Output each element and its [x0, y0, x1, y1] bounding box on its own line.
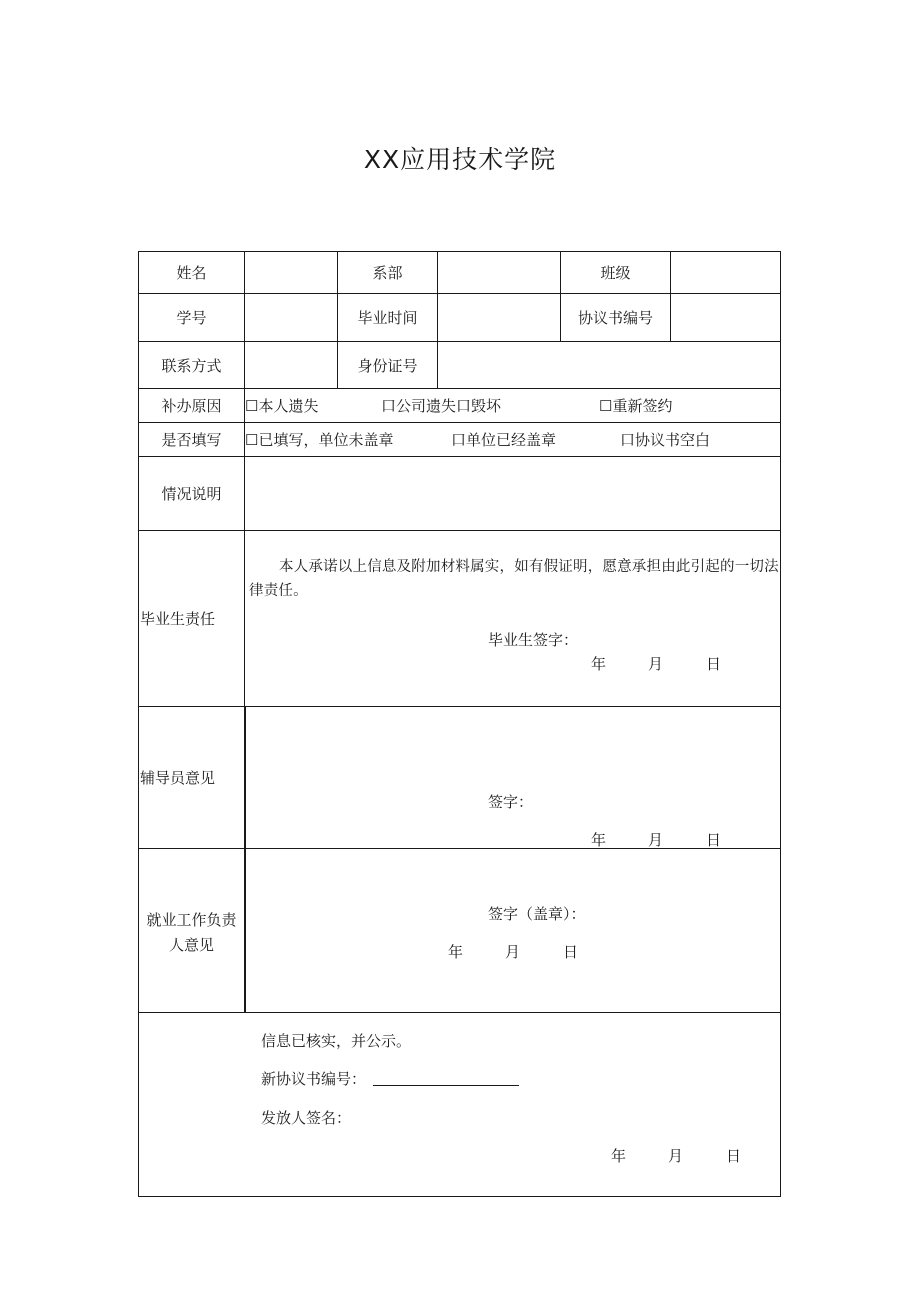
counselor-month: 月 [648, 831, 664, 849]
reissue-reason-label: 补办原因 [161, 397, 222, 415]
class-label: 班级 [600, 264, 631, 282]
employment-month: 月 [505, 943, 521, 961]
final-year: 年 [611, 1147, 627, 1165]
agreement-no-label: 协议书编号 [577, 309, 653, 327]
option-filled-no-stamp[interactable]: ☐已填写，单位未盖章 [245, 431, 394, 449]
department-field[interactable] [438, 252, 560, 293]
graduate-promise-text: 本人承诺以上信息及附加材料属实，如有假证明，愿意承担由此引起的一切法律责任。 [249, 559, 779, 599]
final-month: 月 [668, 1147, 684, 1165]
option-re-sign[interactable]: ☐重新签约 [599, 397, 673, 415]
student-id-field[interactable] [245, 294, 337, 341]
student-id-label: 学号 [176, 309, 207, 327]
agreement-no-field[interactable] [671, 294, 780, 341]
employment-day: 日 [563, 943, 579, 961]
counselor-opinion-label: 辅导员意见 [140, 769, 216, 787]
name-field[interactable] [245, 252, 337, 293]
counselor-year: 年 [591, 831, 607, 849]
graduate-year: 年 [591, 655, 607, 673]
option-company-lost-damaged[interactable]: 口公司遗失口毁坏 [381, 397, 502, 415]
row-divider [139, 530, 780, 531]
graduate-day: 日 [706, 655, 722, 673]
row-divider [139, 706, 780, 707]
reissue-application-form [138, 251, 781, 1197]
situation-label: 情况说明 [161, 485, 222, 503]
grad-time-field[interactable] [438, 294, 560, 341]
new-agreement-label: 新协议书编号： [261, 1070, 367, 1088]
counselor-sign-label: 签字： [488, 793, 534, 811]
issuer-label: 发放人签名： [261, 1109, 352, 1127]
id-card-field[interactable] [438, 342, 780, 388]
row-divider [139, 1012, 780, 1013]
employment-sign-label: 签字（盖章）： [488, 905, 586, 923]
option-stamped[interactable]: 口单位已经盖章 [451, 431, 557, 449]
option-blank-agreement[interactable]: 口协议书空白 [620, 431, 711, 449]
employment-year: 年 [448, 943, 464, 961]
department-label: 系部 [372, 264, 403, 282]
graduate-sign-label: 毕业生签字： [488, 631, 579, 649]
row-divider [139, 848, 780, 849]
contact-label: 联系方式 [161, 356, 222, 375]
final-day: 日 [726, 1147, 742, 1165]
verified-text: 信息已核实，并公示。 [261, 1032, 412, 1050]
graduate-responsibility-label: 毕业生责任 [140, 610, 216, 628]
new-agreement-underline[interactable] [373, 1085, 519, 1086]
filled-label: 是否填写 [161, 431, 222, 449]
grad-time-label: 毕业时间 [357, 309, 418, 327]
employment-officer-label-line2: 人意见 [168, 936, 214, 954]
id-card-label: 身份证号 [357, 356, 418, 375]
option-self-lost[interactable]: ☐本人遗失 [245, 397, 319, 415]
contact-field[interactable] [245, 342, 337, 388]
name-label: 姓名 [176, 264, 207, 282]
situation-field[interactable] [245, 457, 780, 530]
page-title: XX应用技术学院 [363, 145, 557, 174]
employment-officer-label-line1: 就业工作负责 [146, 911, 237, 929]
graduate-month: 月 [648, 655, 664, 673]
column-divider [244, 706, 246, 1012]
class-field[interactable] [671, 252, 780, 293]
employment-officer-label [139, 908, 244, 958]
counselor-day: 日 [706, 831, 722, 849]
